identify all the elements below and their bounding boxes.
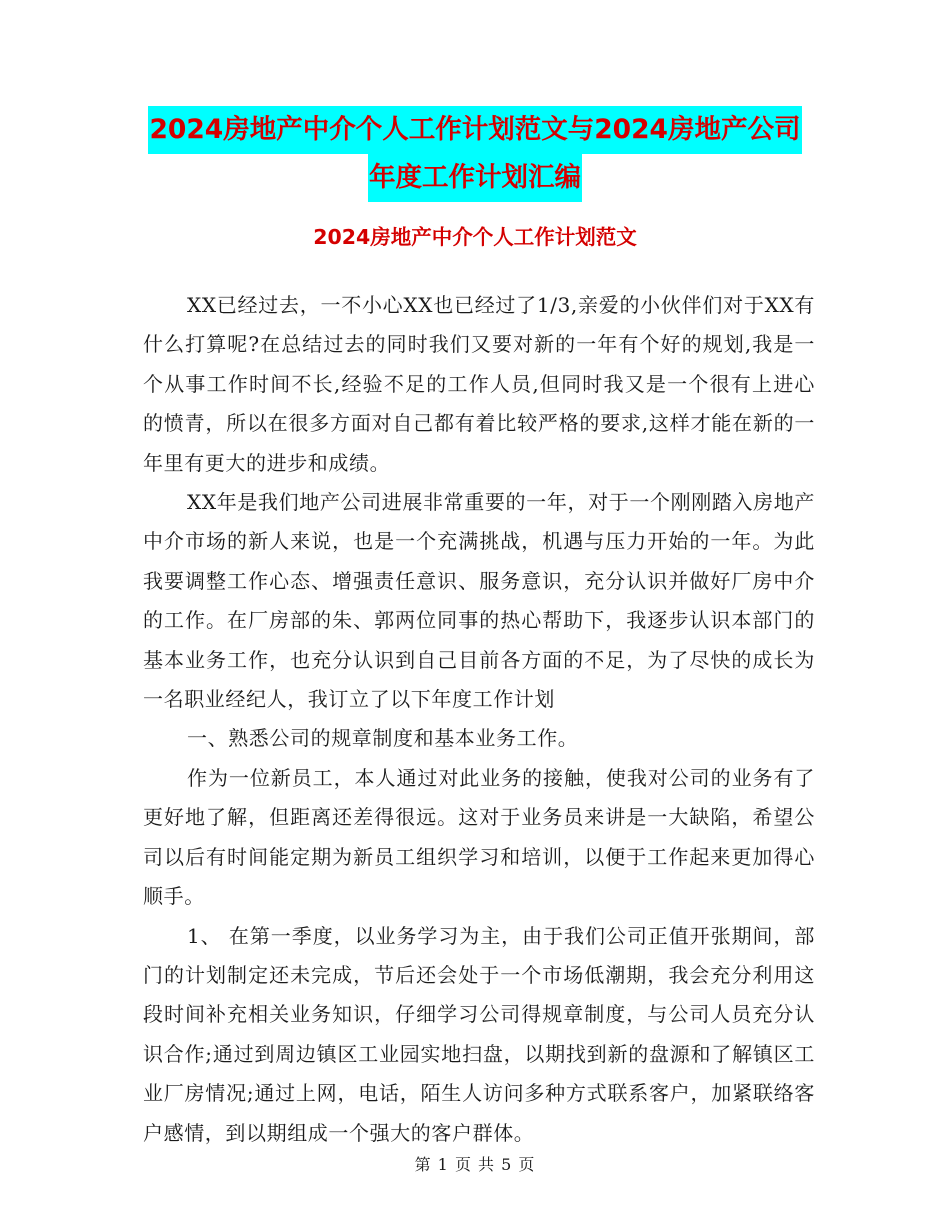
paragraph: 一、熟悉公司的规章制度和基本业务工作。 — [187, 726, 579, 751]
section-heading: 2024房地产中介个人工作计划范文 — [313, 225, 637, 249]
title-line-2: 年度工作计划汇编 — [368, 154, 582, 202]
paragraph: XX已经过去，一不小心XX也已经过了1/3,亲爱的小伙伴们对于XX有什么打算呢?在总结过去的同时我们又要对新的一年有个好的规划,我是一个从事工作时间不长,经验不足的工作人员,但同时我又是一个很有上进心的愤青，所以在很多方面对自己都有着比较严格的要求,这样才能在新的一年里有更大的进步和成绩。 — [143, 293, 815, 475]
body-text — [143, 286, 815, 1153]
paragraph: 作为一位新员工，本人通过对此业务的接触，使我对公司的业务有了更好地了解，但距离还差得很远。这对于业务员来讲是一大缺陷，希望公司以后有时间能定期为新员工组织学习和培训，以便于工作起来更加得心顺手。 — [143, 765, 815, 909]
paragraph: 1、 在第一季度，以业务学习为主，由于我们公司正值开张期间，部门的计划制定还未完成，节后还会处于一个市场低潮期，我会充分利用这段时间补充相关业务知识，仔细学习公司得规章制度，与公司人员充分认识合作;通过到周边镇区工业园实地扫盘，以期找到新的盘源和了解镇区工业厂房情况;通过上网，电话，陌生人访问多种方式联系客户，加紧联络客户感情，到以期组成一个强大的客户群体。 — [143, 923, 815, 1145]
page-number-footer: 第 1 页 共 5 页 — [414, 1155, 536, 1174]
document-title — [0, 106, 950, 202]
title-line-1: 2024房地产中介个人工作计划范文与2024房地产公司 — [148, 106, 801, 154]
paragraph: XX年是我们地产公司进展非常重要的一年，对于一个刚刚踏入房地产中介市场的新人来说，也是一个充满挑战，机遇与压力开始的一年。为此我要调整工作心态、增强责任意识、服务意识，充分认识并做好厂房中介的工作。在厂房部的朱、郭两位同事的热心帮助下，我逐步认识本部门的基本业务工作，也充分认识到自己目前各方面的不足，为了尽快的成长为一名职业经纪人，我订立了以下年度工作计划 — [143, 490, 815, 712]
